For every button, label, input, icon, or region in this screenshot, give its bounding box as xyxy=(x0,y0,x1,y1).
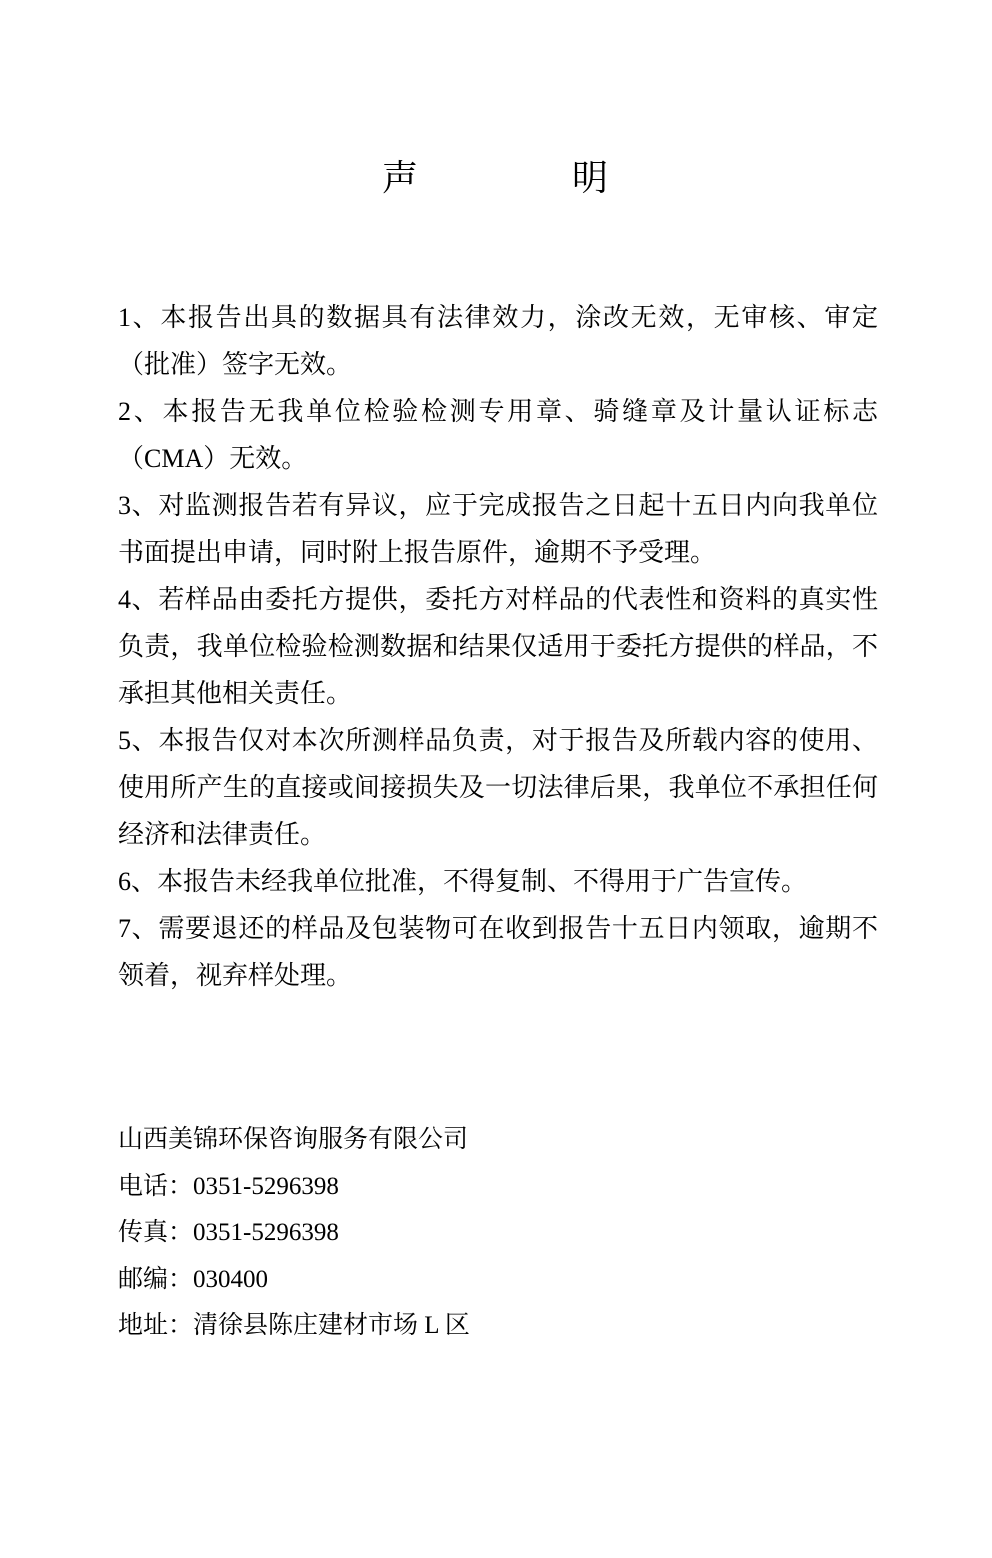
statement-item-3: 3、对监测报告若有异议，应于完成报告之日起十五日内向我单位书面提出申请，同时附上报告原件，逾期不予受理。 xyxy=(118,491,878,567)
contact-phone-line xyxy=(118,1164,878,1211)
fax-label: 传真： xyxy=(118,1219,194,1246)
statement-item-2: 2、本报告无我单位检验检测专用章、骑缝章及计量认证标志（CMA）无效。 xyxy=(118,397,878,473)
page-title: 声 明 xyxy=(381,158,610,198)
contact-postcode-line xyxy=(118,1257,878,1304)
phone-value: 0351-5296398 xyxy=(193,1172,339,1200)
statement-item-4: 4、若样品由委托方提供，委托方对样品的代表性和资料的真实性负责，我单位检验检测数据和结果仅适用于委托方提供的样品，不承担其他相关责任。 xyxy=(118,585,878,708)
fax-value: 0351-5296398 xyxy=(193,1219,339,1246)
postcode-label: 邮编： xyxy=(118,1265,194,1293)
statement-item-1: 1、本报告出具的数据具有法律效力，涂改无效，无审核、审定（批准）签字无效。 xyxy=(118,303,878,379)
statement-item-5: 5、本报告仅对本次所测样品负责，对于报告及所载内容的使用、使用所产生的直接或间接损失及一切法律后果，我单位不承担任何经济和法律责任。 xyxy=(118,726,878,849)
postcode-value: 030400 xyxy=(193,1265,269,1293)
company-name: 山西美锦环保咨询服务有限公司 xyxy=(118,1126,469,1153)
address-value: 清徐县陈庄建材市场 L 区 xyxy=(193,1312,470,1339)
document-page xyxy=(0,155,992,1558)
phone-label: 电话： xyxy=(118,1172,194,1200)
statement-list xyxy=(118,294,878,999)
contact-address-line xyxy=(118,1303,878,1350)
address-label: 地址： xyxy=(118,1312,194,1339)
contact-block xyxy=(118,1117,878,1350)
contact-fax-line xyxy=(118,1210,878,1257)
statement-item-7: 7、需要退还的样品及包装物可在收到报告十五日内领取，逾期不领着，视弃样处理。 xyxy=(118,914,878,990)
statement-item-6: 6、本报告未经我单位批准，不得复制、不得用于广告宣传。 xyxy=(118,867,808,896)
